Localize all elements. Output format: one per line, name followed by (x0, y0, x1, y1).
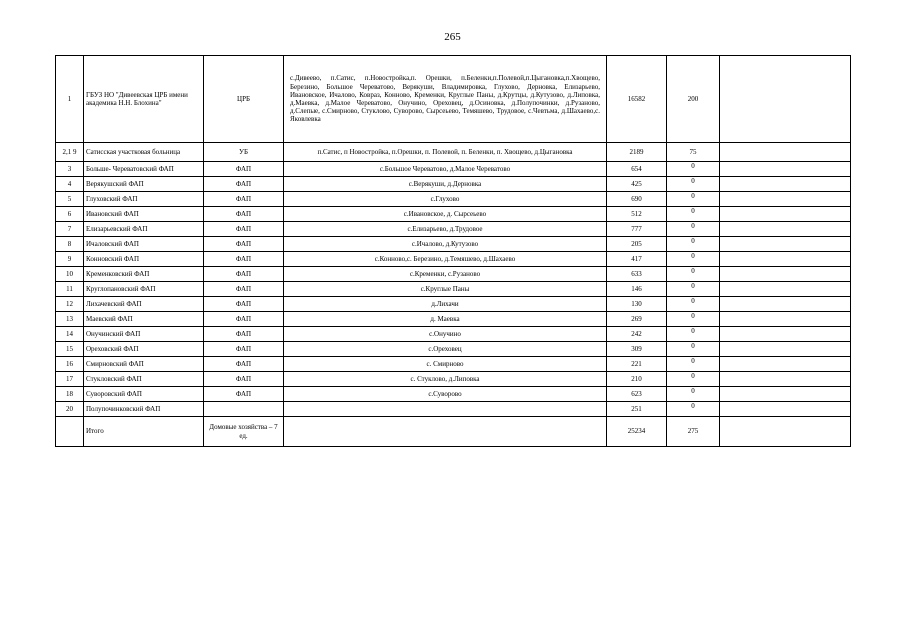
extra-cell (720, 162, 851, 177)
total-beds: 275 (667, 417, 720, 447)
row-number: 13 (56, 312, 84, 327)
facility-type: ФАП (204, 177, 284, 192)
row-number: 1 (56, 56, 84, 143)
facility-type: УБ (204, 143, 284, 162)
extra-cell (720, 222, 851, 237)
row-number: 5 (56, 192, 84, 207)
beds: 0 (667, 177, 720, 192)
table-row (56, 402, 851, 417)
facility-type: ФАП (204, 252, 284, 267)
row-number (56, 417, 84, 447)
row-number: 17 (56, 372, 84, 387)
extra-cell (720, 143, 851, 162)
row-number: 3 (56, 162, 84, 177)
table-row (56, 357, 851, 372)
beds: 0 (667, 282, 720, 297)
population: 417 (607, 252, 667, 267)
table-row (56, 177, 851, 192)
extra-cell (720, 207, 851, 222)
row-number: 11 (56, 282, 84, 297)
beds: 0 (667, 192, 720, 207)
facility-name: Смирновский ФАП (84, 357, 204, 372)
population: 130 (607, 297, 667, 312)
extra-cell (720, 297, 851, 312)
facility-name: Онучинский ФАП (84, 327, 204, 342)
facility-name: Больше- Череватовский ФАП (84, 162, 204, 177)
facility-type: ФАП (204, 282, 284, 297)
facility-type: ФАП (204, 222, 284, 237)
extra-cell (720, 267, 851, 282)
extra-cell (720, 192, 851, 207)
facility-name: Конновский ФАП (84, 252, 204, 267)
extra-cell (720, 402, 851, 417)
population: 269 (607, 312, 667, 327)
population: 425 (607, 177, 667, 192)
population: 205 (607, 237, 667, 252)
extra-cell (720, 237, 851, 252)
facility-type: ФАП (204, 342, 284, 357)
table-row (56, 143, 851, 162)
row-number: 8 (56, 237, 84, 252)
table-row (56, 342, 851, 357)
facility-name: Лихачевский ФАП (84, 297, 204, 312)
facility-type: ЦРБ (204, 56, 284, 143)
facility-type: ФАП (204, 372, 284, 387)
served-settlements: с.Конново,с. Березино, д.Темяшево, д.Шахаево (284, 252, 607, 267)
row-number: 12 (56, 297, 84, 312)
facility-name: Кременковский ФАП (84, 267, 204, 282)
facility-name: Маевский ФАП (84, 312, 204, 327)
row-number: 14 (56, 327, 84, 342)
extra-cell (720, 252, 851, 267)
total-row (56, 417, 851, 447)
beds: 0 (667, 357, 720, 372)
facility-type (204, 402, 284, 417)
beds: 0 (667, 342, 720, 357)
beds: 0 (667, 372, 720, 387)
facility-type: ФАП (204, 207, 284, 222)
facility-type: ФАП (204, 357, 284, 372)
beds: 0 (667, 312, 720, 327)
table-row (56, 267, 851, 282)
facility-type: ФАП (204, 297, 284, 312)
population: 309 (607, 342, 667, 357)
row-number: 20 (56, 402, 84, 417)
table-row (56, 282, 851, 297)
served-settlements: д. Маевка (284, 312, 607, 327)
table-row (56, 297, 851, 312)
population: 146 (607, 282, 667, 297)
facility-name: Сатисская участковая больница (84, 143, 204, 162)
facility-name: Суворовский ФАП (84, 387, 204, 402)
served-settlements: с.Елизарьево, д.Трудовое (284, 222, 607, 237)
beds: 0 (667, 162, 720, 177)
table-row (56, 327, 851, 342)
served-settlements: с.Глухово (284, 192, 607, 207)
facility-name: Стукловский ФАП (84, 372, 204, 387)
population: 690 (607, 192, 667, 207)
served-settlements (284, 417, 607, 447)
facility-name: Верякушский ФАП (84, 177, 204, 192)
row-number: 18 (56, 387, 84, 402)
served-settlements: с. Стуклово, д.Липовка (284, 372, 607, 387)
facility-name: Полупочинковский ФАП (84, 402, 204, 417)
row-number: 4 (56, 177, 84, 192)
population: 251 (607, 402, 667, 417)
served-settlements: с.Онучино (284, 327, 607, 342)
served-settlements: с.Ивановское, д. Сырсеьево (284, 207, 607, 222)
row-number: 16 (56, 357, 84, 372)
table-row (56, 56, 851, 143)
page-number: 265 (444, 31, 461, 43)
medical-facilities-table (55, 55, 851, 447)
facility-name: Ивановский ФАП (84, 207, 204, 222)
table-row (56, 162, 851, 177)
facility-name: Круглопановский ФАП (84, 282, 204, 297)
beds: 0 (667, 252, 720, 267)
extra-cell (720, 387, 851, 402)
served-settlements: с.Круглые Паны (284, 282, 607, 297)
beds: 0 (667, 327, 720, 342)
served-settlements: с. Смирново (284, 357, 607, 372)
facility-name: Ореховский ФАП (84, 342, 204, 357)
facility-type: ФАП (204, 237, 284, 252)
beds: 75 (667, 143, 720, 162)
extra-cell (720, 56, 851, 143)
population: 242 (607, 327, 667, 342)
row-number: 2,1 9 (56, 143, 84, 162)
table-row (56, 207, 851, 222)
facility-name: ГБУЗ НО "Дивеевская ЦРБ имени академика Н.Н. Блохина" (84, 56, 204, 143)
facility-type: ФАП (204, 192, 284, 207)
row-number: 6 (56, 207, 84, 222)
served-settlements: с.Суворово (284, 387, 607, 402)
extra-cell (720, 177, 851, 192)
served-settlements: д.Лихачи (284, 297, 607, 312)
served-settlements (284, 402, 607, 417)
facility-type: ФАП (204, 327, 284, 342)
served-settlements: с.Ореховец (284, 342, 607, 357)
served-settlements: с.Кременки, с.Рузаново (284, 267, 607, 282)
table-row (56, 192, 851, 207)
beds: 0 (667, 207, 720, 222)
population: 210 (607, 372, 667, 387)
extra-cell (720, 282, 851, 297)
served-settlements: с.Большое Череватово, д.Малое Череватово (284, 162, 607, 177)
extra-cell (720, 357, 851, 372)
row-number: 15 (56, 342, 84, 357)
facility-type: ФАП (204, 387, 284, 402)
extra-cell (720, 417, 851, 447)
beds: 0 (667, 222, 720, 237)
table-row (56, 372, 851, 387)
row-number: 10 (56, 267, 84, 282)
facility-name: Елизарьевский ФАП (84, 222, 204, 237)
served-settlements: п.Сатис, п Новостройка, п.Орешки, п. Полевой, п. Беленки, п. Хвощево, д.Цыгановка (284, 143, 607, 162)
beds: 0 (667, 387, 720, 402)
population: 654 (607, 162, 667, 177)
population: 512 (607, 207, 667, 222)
facility-type: ФАП (204, 312, 284, 327)
row-number: 9 (56, 252, 84, 267)
beds: 0 (667, 237, 720, 252)
table-row (56, 252, 851, 267)
extra-cell (720, 372, 851, 387)
facility-name: Глуховский ФАП (84, 192, 204, 207)
table-row (56, 222, 851, 237)
extra-cell (720, 312, 851, 327)
table-row (56, 237, 851, 252)
population: 777 (607, 222, 667, 237)
table-row (56, 312, 851, 327)
facility-type: ФАП (204, 267, 284, 282)
extra-cell (720, 342, 851, 357)
total-population: 25234 (607, 417, 667, 447)
served-settlements: с.Верякуши, д.Дерновка (284, 177, 607, 192)
beds: 200 (667, 56, 720, 143)
population: 633 (607, 267, 667, 282)
served-settlements: с.Дивеево, п.Сатис, п.Новостройка,п. Орешки, п.Беленки,п.Полевой,п.Цыгановка,п.Хвощево, Березино, Большое Череватово, Верякуши, Владимировка, Глухово, Дерновка, Елизарьево, Ивановское, Ичалово, Ковраз, Конново, Кременки, Круглые Паны, д.Крутцы, д.Кутузово, д.Липовка, д.Маевка, д.Малое Череватово, Онучино, Ореховец, д.Осиновка, д.Полупочинки, д.Рузаново, д.Слепые, с.Смирново, Стуклово, Суворово, Сырсеьево, Темяшево, Трудовое, с.Чевтьма, д.Шахаево,с. Яковлевка (284, 56, 607, 143)
total-label: Итого (84, 417, 204, 447)
row-number: 7 (56, 222, 84, 237)
population: 623 (607, 387, 667, 402)
facility-type: ФАП (204, 162, 284, 177)
population: 221 (607, 357, 667, 372)
facility-name: Ичаловский ФАП (84, 237, 204, 252)
population: 2189 (607, 143, 667, 162)
extra-cell (720, 327, 851, 342)
beds: 0 (667, 297, 720, 312)
beds: 0 (667, 402, 720, 417)
population: 16582 (607, 56, 667, 143)
table-row (56, 387, 851, 402)
served-settlements: с.Ичалово, д.Кутузово (284, 237, 607, 252)
beds: 0 (667, 267, 720, 282)
households-note: Домовые хозяйства – 7 ед. (204, 417, 284, 447)
